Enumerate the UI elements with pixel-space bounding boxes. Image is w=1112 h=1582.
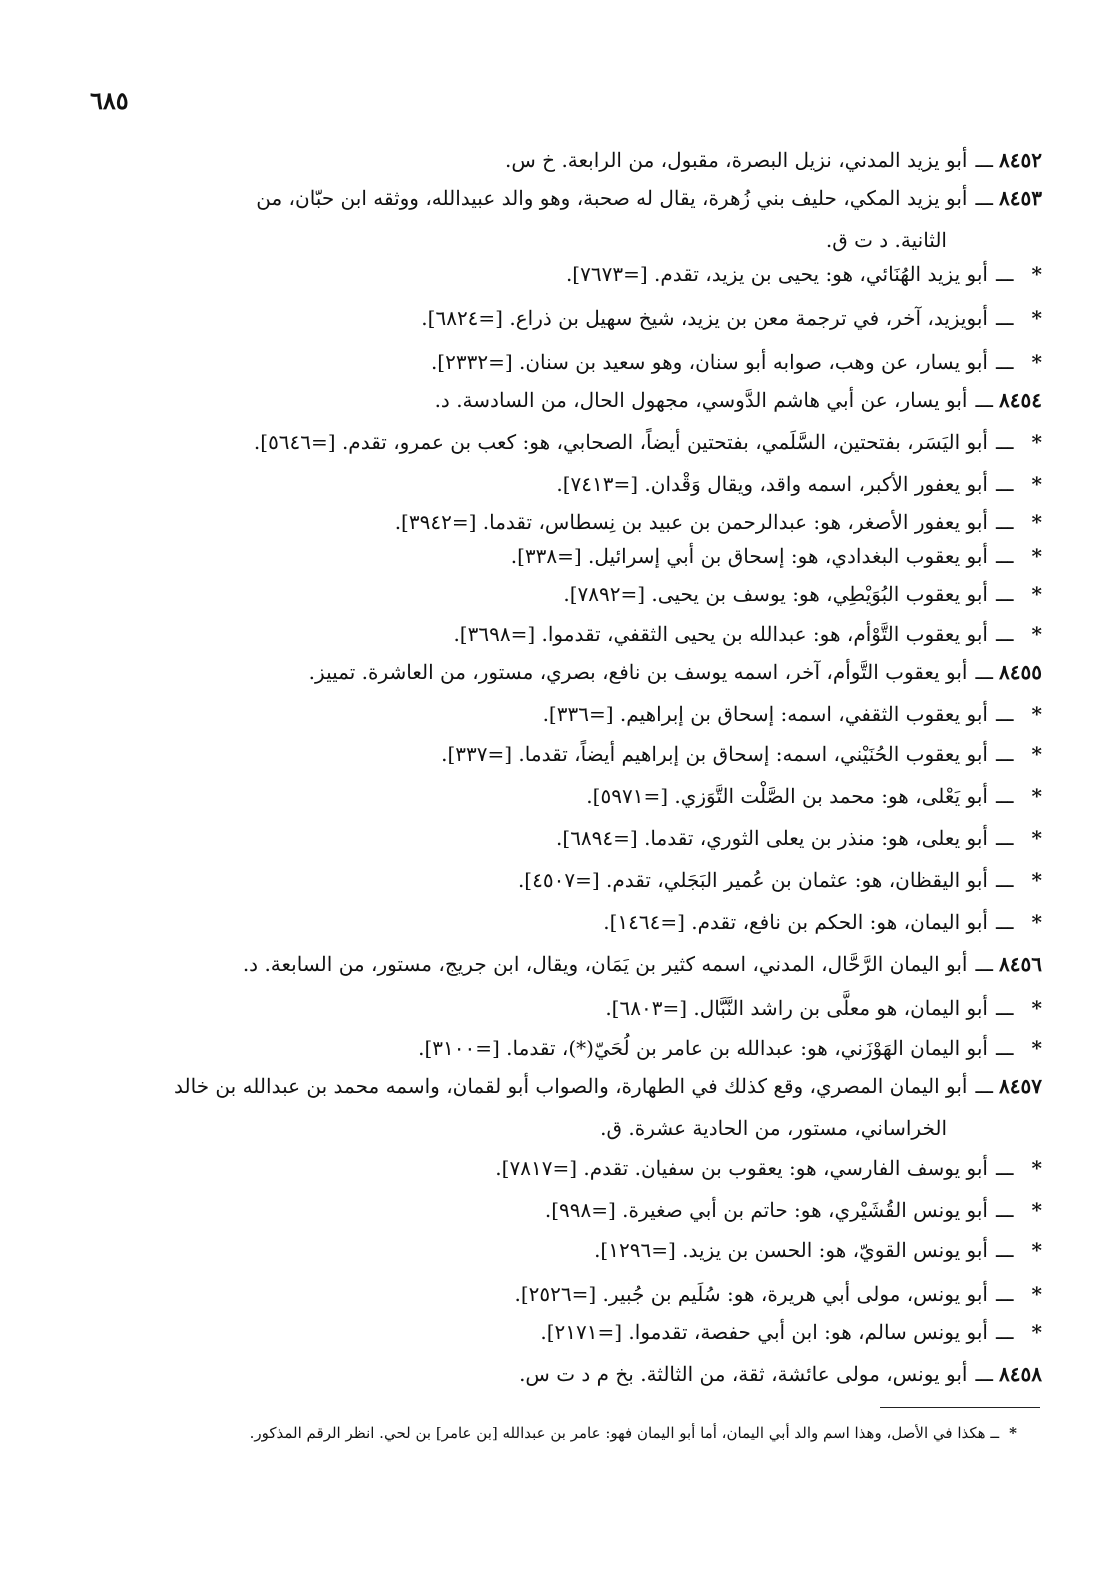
entry-star: *	[1031, 1036, 1042, 1060]
entry-dash: ـــ	[975, 148, 994, 172]
entry-text: أبو اليمان، هو: الحكم بن نافع، تقدم. [=١٤٦٤].	[603, 910, 988, 934]
entry-cross-reference	[60, 344, 1042, 380]
entry-number: ٨٤٥٧	[999, 1074, 1042, 1098]
entry-dash: ـــ	[995, 868, 1014, 892]
entry-star: *	[1031, 262, 1042, 286]
entry-star: *	[1031, 510, 1042, 534]
entry-cross-reference	[60, 778, 1042, 814]
entry-dash: ـــ	[995, 622, 1014, 646]
entry-text: أبو يونس القُشَيْري، هو: حاتم بن أبي صغيرة. [=٩٩٨].	[544, 1198, 988, 1222]
entry-dash: ـــ	[995, 1156, 1014, 1180]
entry-dash: ـــ	[995, 742, 1014, 766]
entry-continuation	[80, 1110, 947, 1146]
entry-text: أبو يعلى، هو: منذر بن يعلى الثوري، تقدما. [=٦٨٩٤].	[556, 826, 988, 850]
entry-cross-reference	[60, 1232, 1042, 1268]
footnote	[100, 1418, 1017, 1448]
entry-text: أبو يزيد المدني، نزيل البصرة، مقبول، من الرابعة. خ س.	[505, 148, 968, 172]
entry-text: أبو يونس، مولى أبي هريرة، هو: سُلَيم بن جُبير. [=٢٥٢٦].	[514, 1282, 988, 1306]
entry-cross-reference	[60, 538, 1042, 574]
entry-number: ٨٤٥٨	[999, 1362, 1042, 1386]
entry-dash: ـــ	[995, 262, 1014, 286]
entry-dash: ـــ	[995, 826, 1014, 850]
entry-star: *	[1031, 622, 1042, 646]
entry-text: أبو يعقوب التَّوأم، آخر، اسمه يوسف بن نافع، بصري، مستور، من العاشرة. تمييز.	[308, 660, 968, 684]
entry-dash: ـــ	[995, 910, 1014, 934]
entry-dash: ـــ	[995, 996, 1014, 1020]
page-number: ٦٨٥	[90, 86, 129, 115]
entry-dash: ـــ	[995, 544, 1014, 568]
entry-dash: ـــ	[995, 510, 1014, 534]
entry-text: أبو اليمان الهَوْزَني، هو: عبدالله بن عامر بن لُحَيّ(*)، تقدما. [=٣١٠٠].	[418, 1036, 988, 1060]
entry-star: *	[1031, 1238, 1042, 1262]
entry-cross-reference	[60, 862, 1042, 898]
entry-star: *	[1031, 1282, 1042, 1306]
entry-cross-reference	[60, 1150, 1042, 1186]
entry-text: أبو اليقظان، هو: عثمان بن عُمير البَجَلي، تقدم. [=٤٥٠٧].	[517, 868, 988, 892]
entry-star: *	[1031, 868, 1042, 892]
entry-text: أبو يوسف الفارسي، هو: يعقوب بن سفيان. تقدم. [=٧٨١٧].	[495, 1156, 988, 1180]
entry-dash: ـــ	[995, 1036, 1014, 1060]
entry-text: أبو يونس، مولى عائشة، ثقة، من الثالثة. بخ م د ت س.	[519, 1362, 968, 1386]
entry-dash: ـــ	[975, 1362, 994, 1386]
entry-dash: ـــ	[995, 784, 1014, 808]
entry-text: أبو يعقوب البُوَيْطِي، هو: يوسف بن يحيى. [=٧٨٩٢].	[563, 582, 988, 606]
entry-star: *	[1031, 1156, 1042, 1180]
entry-text: أبو اليَسَر، بفتحتين، السَّلَمي، بفتحتين أيضاً، الصحابي، هو: كعب بن عمرو، تقدم. [=٥٦٤٦].	[253, 430, 988, 454]
entry-main	[80, 142, 1042, 178]
entry-star: *	[1031, 350, 1042, 374]
entry-dash: ـــ	[975, 388, 994, 412]
entry-text: الثانية. د ت ق.	[825, 228, 947, 252]
entry-main	[80, 654, 1042, 690]
entry-dash: ـــ	[995, 472, 1014, 496]
entry-cross-reference	[60, 1314, 1042, 1350]
entry-number: ٨٤٥٦	[999, 952, 1042, 976]
entry-cross-reference	[60, 736, 1042, 772]
entry-text: أبو يعفور الأصغر، هو: عبدالرحمن بن عبيد بن نِسطاس، تقدما. [=٣٩٤٢].	[394, 510, 988, 534]
entry-star: *	[1031, 742, 1042, 766]
entry-text: أبو يزيد المكي، حليف بني زُهرة، يقال له صحبة، وهو والد عبيدالله، ووثقه ابن حبّان، من	[256, 186, 968, 210]
entry-dash: ـــ	[995, 1320, 1014, 1344]
entry-dash: ـــ	[995, 1282, 1014, 1306]
entry-text: أبو يعفور الأكبر، اسمه واقد، ويقال وَقْدان. [=٧٤١٣].	[556, 472, 988, 496]
entry-star: *	[1031, 784, 1042, 808]
entry-text: أبو يسار، عن أبي هاشم الدَّوسي، مجهول الحال، من السادسة. د.	[434, 388, 968, 412]
entry-dash: ـــ	[975, 1074, 994, 1098]
entry-number: ٨٤٥٤	[999, 388, 1042, 412]
entry-text: أبو اليمان الرَّحَّال، المدني، اسمه كثير بن يَمَان، ويقال، ابن جريج، مستور، من السابعة. د.	[242, 952, 968, 976]
entry-dash: ـــ	[995, 582, 1014, 606]
entry-dash: ـــ	[975, 660, 994, 684]
entry-dash: ـــ	[975, 186, 994, 210]
entry-main	[80, 180, 1042, 216]
entry-main	[80, 382, 1042, 418]
entry-cross-reference	[60, 696, 1042, 732]
footnote-text: ــ هكذا في الأصل، وهذا اسم والد أبي اليمان، أما أبو اليمان فهو: عامر بن عبدالله [بن عامر] بن لحي. انظر الرقم المذكور.	[249, 1424, 1000, 1442]
entry-star: *	[1031, 826, 1042, 850]
entry-star: *	[1031, 582, 1042, 606]
entry-star: *	[1031, 910, 1042, 934]
entry-dash: ـــ	[995, 430, 1014, 454]
entry-cross-reference	[60, 466, 1042, 502]
entry-text: أبو يعقوب التَّوْأم، هو: عبدالله بن يحيى الثقفي، تقدموا. [=٣٦٩٨].	[453, 622, 988, 646]
entry-cross-reference	[60, 990, 1042, 1026]
entry-cross-reference	[60, 576, 1042, 612]
entry-star: *	[1031, 702, 1042, 726]
entry-text: الخراساني، مستور، من الحادية عشرة. ق.	[600, 1116, 947, 1140]
entry-text: أبو يسار، عن وهب، صوابه أبو سنان، وهو سعيد بن سنان. [=٢٣٣٢].	[430, 350, 988, 374]
entry-cross-reference	[60, 256, 1042, 292]
entry-cross-reference	[60, 820, 1042, 856]
entry-continuation	[80, 222, 947, 258]
entry-cross-reference	[60, 904, 1042, 940]
entry-star: *	[1031, 472, 1042, 496]
entry-dash: ـــ	[995, 1238, 1014, 1262]
entry-text: أبو اليمان، هو معلَّى بن راشد النَّبَّال. [=٦٨٠٣].	[605, 996, 988, 1020]
entry-number: ٨٤٥٢	[999, 148, 1042, 172]
entry-cross-reference	[60, 1276, 1042, 1312]
entry-main	[80, 1356, 1042, 1392]
entry-text: أبو يونس القويّ، هو: الحسن بن يزيد. [=١٢٩٦].	[594, 1238, 988, 1262]
entry-main	[80, 1068, 1042, 1104]
footnote-star: *	[1009, 1424, 1017, 1442]
entry-star: *	[1031, 1198, 1042, 1222]
entry-text: أبويزيد، آخر، في ترجمة معن بن يزيد، شيخ سهيل بن ذراع. [=٦٨٢٤].	[421, 306, 988, 330]
entry-text: أبو يعقوب البغدادي، هو: إسحاق بن أبي إسرائيل. [=٣٣٨].	[510, 544, 988, 568]
entry-dash: ـــ	[995, 1198, 1014, 1222]
entry-dash: ـــ	[995, 702, 1014, 726]
entry-dash: ـــ	[975, 952, 994, 976]
entry-text: أبو يزيد الهُنَائي، هو: يحيى بن يزيد، تقدم. [=٧٦٧٣].	[565, 262, 988, 286]
entry-number: ٨٤٥٣	[999, 186, 1042, 210]
entry-star: *	[1031, 996, 1042, 1020]
entry-cross-reference	[60, 1192, 1042, 1228]
entry-main	[80, 946, 1042, 982]
entry-cross-reference	[60, 1030, 1042, 1066]
entry-text: أبو اليمان المصري، وقع كذلك في الطهارة، والصواب أبو لقمان، واسمه محمد بن عبدالله بن خالد	[174, 1074, 968, 1098]
entry-text: أبو يعقوب الحُنَيْني، اسمه: إسحاق بن إبراهيم أيضاً، تقدما. [=٣٣٧].	[441, 742, 988, 766]
entry-dash: ـــ	[995, 306, 1014, 330]
entry-cross-reference	[60, 616, 1042, 652]
entry-cross-reference	[60, 300, 1042, 336]
entry-number: ٨٤٥٥	[999, 660, 1042, 684]
entry-text: أبو يَعْلى، هو: محمد بن الصَّلْت التَّوَزي. [=٥٩٧١].	[586, 784, 988, 808]
entry-text: أبو يعقوب الثقفي، اسمه: إسحاق بن إبراهيم. [=٣٣٦].	[542, 702, 988, 726]
entry-cross-reference	[60, 424, 1042, 460]
entry-cross-reference	[60, 504, 1042, 540]
entry-star: *	[1031, 430, 1042, 454]
entry-text: أبو يونس سالم، هو: ابن أبي حفصة، تقدموا. [=٢١٧١].	[540, 1320, 988, 1344]
entry-star: *	[1031, 1320, 1042, 1344]
footnote-divider	[880, 1407, 1040, 1408]
entry-dash: ـــ	[995, 350, 1014, 374]
entry-star: *	[1031, 544, 1042, 568]
entry-star: *	[1031, 306, 1042, 330]
